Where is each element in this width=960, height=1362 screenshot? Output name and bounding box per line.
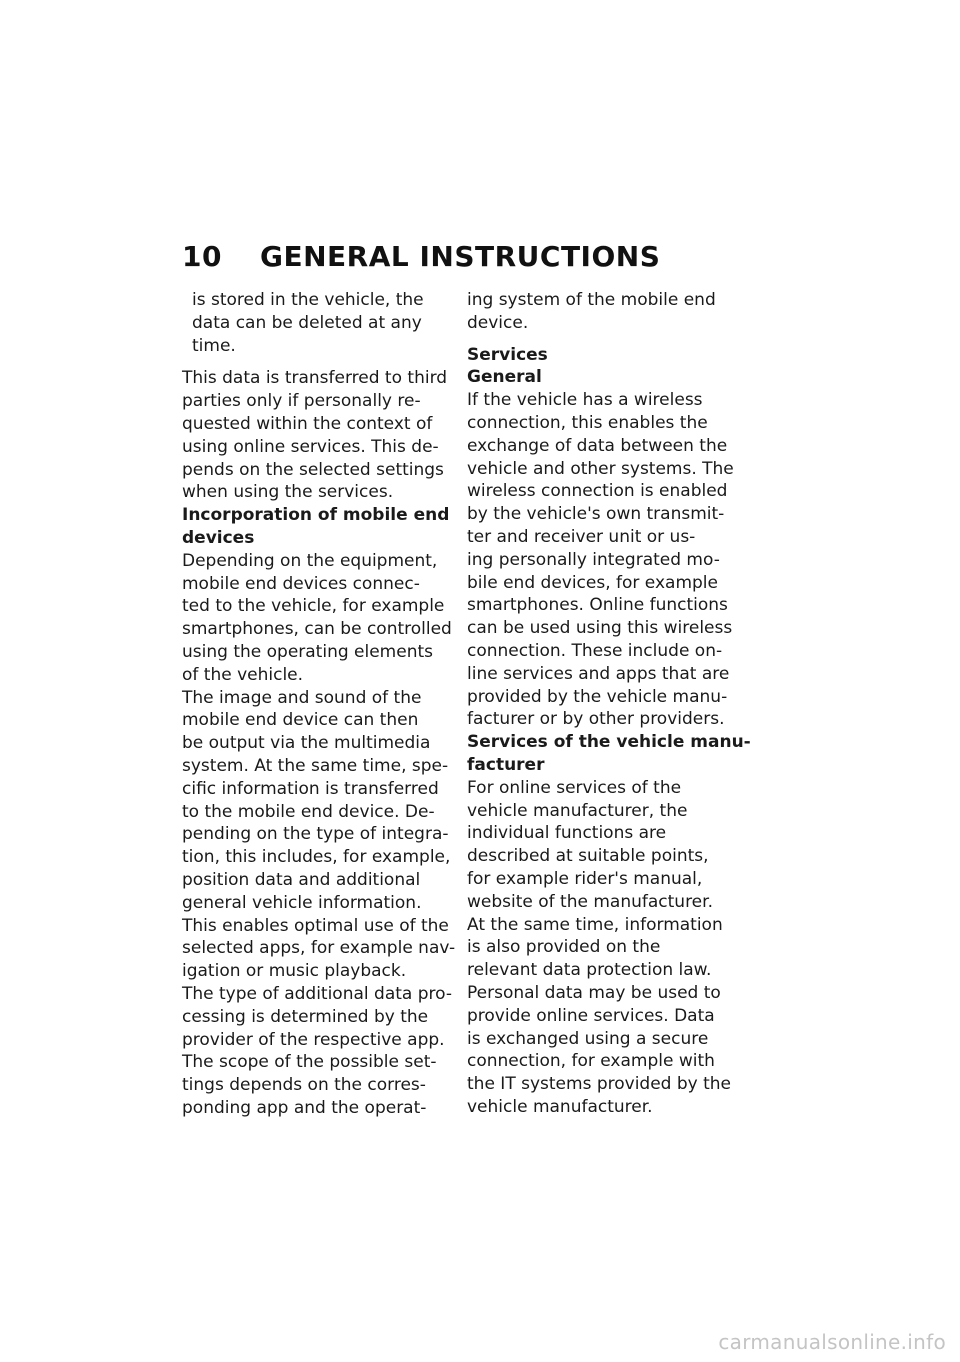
general-paragraph bbox=[467, 389, 739, 731]
text-line: individual functions are bbox=[467, 823, 667, 844]
section-title: GENERAL INSTRUCTIONS bbox=[260, 240, 661, 273]
text-line: smartphones, can be controlled bbox=[182, 619, 452, 640]
text-line: For online services of the bbox=[467, 777, 682, 798]
optimal-use-paragraph bbox=[182, 915, 454, 983]
text-line: exchange of data between the bbox=[467, 435, 728, 456]
text-line: vehicle manufacturer. bbox=[467, 1096, 653, 1117]
personal-data-paragraph bbox=[467, 982, 739, 1119]
text-line: for example rider's manual, bbox=[467, 868, 703, 889]
text-line: smartphones. Online functions bbox=[467, 595, 728, 616]
text-line: cessing is determined by the bbox=[182, 1006, 429, 1027]
manufacturer-services-heading bbox=[467, 731, 751, 777]
text-line: data can be deleted at any bbox=[192, 312, 422, 333]
text-line: mobile end devices connec- bbox=[182, 573, 420, 594]
text-line: pends on the selected settings bbox=[182, 459, 444, 480]
text-line: Personal data may be used to bbox=[467, 982, 721, 1003]
text-line: If the vehicle has a wireless bbox=[467, 390, 703, 411]
manufacturer-paragraph bbox=[467, 777, 739, 914]
mobile-devices-heading bbox=[182, 504, 454, 550]
page-header bbox=[182, 240, 782, 280]
text-line: general vehicle information. bbox=[182, 892, 422, 913]
text-line: using online services. This de- bbox=[182, 436, 439, 457]
text-line: time. bbox=[192, 335, 236, 356]
heading-line: Services of the vehicle manu- bbox=[467, 732, 751, 753]
text-line: can be used using this wireless bbox=[467, 618, 733, 639]
left-column bbox=[182, 289, 454, 1120]
text-line: the IT systems provided by the bbox=[467, 1074, 732, 1095]
text-line: igation or music playback. bbox=[182, 961, 407, 982]
text-line: mobile end device can then bbox=[182, 710, 419, 731]
text-line: when using the services. bbox=[182, 482, 394, 503]
text-line: The type of additional data pro- bbox=[182, 983, 452, 1004]
text-line: The image and sound of the bbox=[182, 687, 422, 708]
text-line: be output via the multimedia bbox=[182, 733, 431, 754]
text-line: tings depends on the corres- bbox=[182, 1075, 426, 1096]
text-line: facturer or by other providers. bbox=[467, 709, 725, 730]
text-line: Depending on the equipment, bbox=[182, 550, 438, 571]
text-line: ing personally integrated mo- bbox=[467, 549, 720, 570]
text-line: website of the manufacturer. bbox=[467, 891, 713, 912]
third-parties-paragraph bbox=[182, 367, 454, 504]
text-line: pending on the type of integra- bbox=[182, 824, 449, 845]
additional-data-paragraph bbox=[182, 983, 454, 1051]
text-line: is stored in the vehicle, the bbox=[192, 290, 424, 310]
continued-text-paragraph bbox=[467, 289, 739, 335]
text-line: to the mobile end device. De- bbox=[182, 801, 435, 822]
text-line: described at suitable points, bbox=[467, 846, 709, 867]
text-line: tion, this includes, for example, bbox=[182, 847, 451, 868]
text-line: connection, this enables the bbox=[467, 412, 708, 433]
text-line: system. At the same time, spe- bbox=[182, 755, 449, 776]
text-line: vehicle manufacturer, the bbox=[467, 800, 688, 821]
text-line: relevant data protection law. bbox=[467, 960, 712, 981]
text-line: ing system of the mobile end bbox=[467, 290, 716, 310]
watermark: carmanualsonline.info bbox=[718, 1330, 946, 1354]
text-line: This data is transferred to third bbox=[182, 368, 448, 389]
data-protection-paragraph bbox=[467, 914, 739, 982]
text-line: vehicle and other systems. The bbox=[467, 458, 734, 479]
image-sound-paragraph bbox=[182, 687, 454, 915]
text-line: bile end devices, for example bbox=[467, 572, 718, 593]
text-line: At the same time, information bbox=[467, 914, 723, 935]
text-line: connection. These include on- bbox=[467, 640, 723, 661]
text-line: ponding app and the operat- bbox=[182, 1097, 427, 1118]
text-line: of the vehicle. bbox=[182, 664, 304, 685]
text-line: wireless connection is enabled bbox=[467, 481, 728, 502]
general-heading: General bbox=[467, 367, 542, 388]
text-line: cific information is transferred bbox=[182, 778, 439, 799]
text-line: position data and additional bbox=[182, 869, 421, 890]
text-line: is also provided on the bbox=[467, 937, 661, 958]
text-line: provider of the respective app. bbox=[182, 1029, 445, 1050]
page-number: 10 bbox=[182, 240, 222, 273]
text-line: provided by the vehicle manu- bbox=[467, 686, 728, 707]
services-heading: Services bbox=[467, 344, 548, 365]
text-line: This enables optimal use of the bbox=[182, 915, 449, 936]
scope-paragraph bbox=[182, 1051, 454, 1119]
text-line: using the operating elements bbox=[182, 641, 433, 662]
right-column bbox=[467, 289, 751, 1119]
text-line: parties only if personally re- bbox=[182, 391, 421, 412]
heading-line: devices bbox=[182, 527, 255, 548]
text-line: The scope of the possible set- bbox=[182, 1052, 437, 1073]
heading-line: facturer bbox=[467, 754, 545, 775]
text-line: is exchanged using a secure bbox=[467, 1028, 709, 1049]
text-line: quested within the context of bbox=[182, 413, 433, 434]
text-line: by the vehicle's own transmit- bbox=[467, 504, 725, 525]
text-line: ter and receiver unit or us- bbox=[467, 526, 696, 547]
text-line: ted to the vehicle, for example bbox=[182, 596, 445, 617]
text-line: line services and apps that are bbox=[467, 663, 730, 684]
text-line: device. bbox=[467, 312, 529, 333]
text-line: connection, for example with bbox=[467, 1051, 715, 1072]
continued-item-paragraph bbox=[182, 289, 454, 357]
equipment-paragraph bbox=[182, 550, 454, 687]
text-line: provide online services. Data bbox=[467, 1005, 715, 1026]
heading-line: Incorporation of mobile end bbox=[182, 505, 450, 526]
text-line: selected apps, for example nav- bbox=[182, 938, 456, 959]
